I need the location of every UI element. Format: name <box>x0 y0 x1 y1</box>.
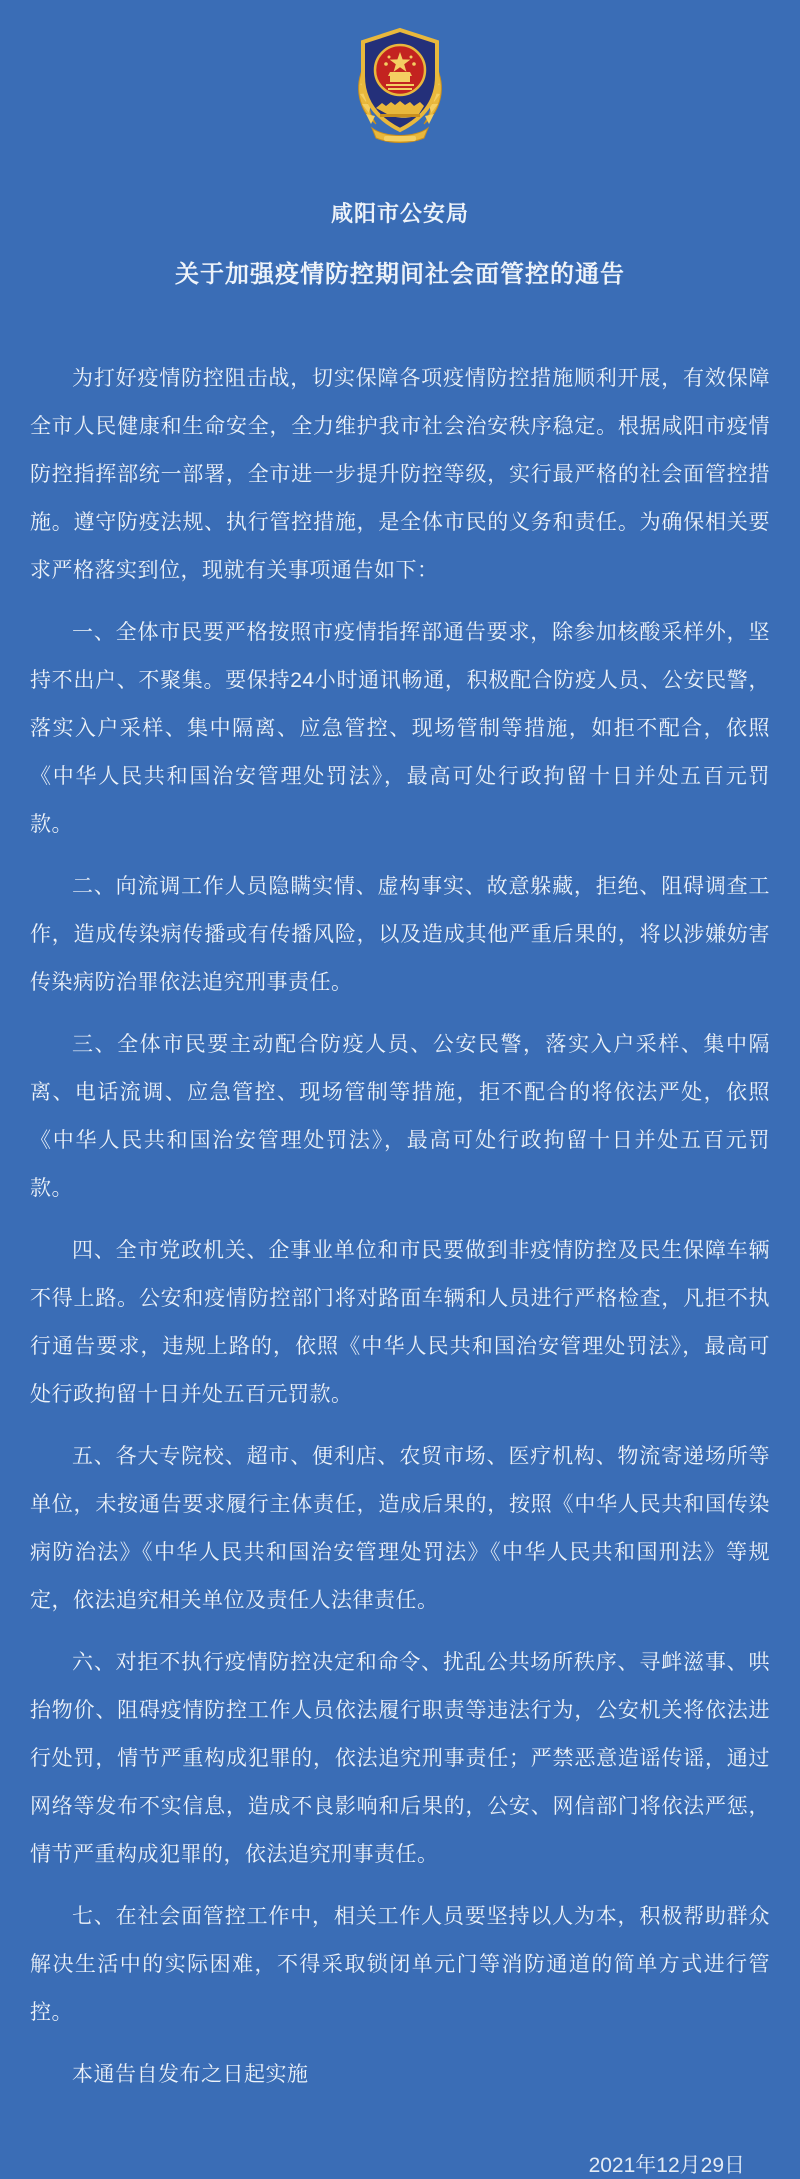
police-badge-icon <box>350 24 450 149</box>
org-title: 咸阳市公安局 <box>330 201 469 226</box>
paragraph-item-3: 三、全体市民要主动配合防疫人员、公安民警，落实入户采样、集中隔离、电话流调、应急管控、现场管制等措施，拒不配合的将依法严处，依照《中华人民共和国治安管理处罚法》，最高可处行政拘留十日并处五百元罚款。 <box>30 1033 770 1200</box>
badge-container <box>0 24 800 149</box>
paragraph-item-4: 四、全市党政机关、企事业单位和市民要做到非疫情防控及民生保障车辆不得上路。公安和疫情防控部门将对路面车辆和人员进行严格检查，凡拒不执行通告要求，违规上路的，依照《中华人民共和国治安管理处罚法》，最高可处行政拘留十日并处五百元罚款。 <box>30 1239 770 1406</box>
notice-date: 2021年12月29日 <box>588 2154 745 2177</box>
paragraph-effective: 本通告自发布之日起实施 <box>72 2063 309 2086</box>
notice-title: 关于加强疫情防控期间社会面管控的通告 <box>175 261 625 288</box>
paragraph-intro: 为打好疫情防控阻击战，切实保障各项疫情防控措施顺利开展，有效保障全市人民健康和生命安全，全力维护我市社会治安秩序稳定。根据咸阳市疫情防控指挥部统一部署，全市进一步提升防控等级，实行最严格的社会面管控措施。遵守防疫法规、执行管控措施，是全体市民的义务和责任。为确保相关要求严格落实到位，现就有关事项通告如下： <box>30 367 770 582</box>
paragraph-item-7: 七、在社会面管控工作中，相关工作人员要坚持以人为本，积极帮助群众解决生活中的实际困难，不得采取锁闭单元门等消防通道的简单方式进行管控。 <box>30 1905 770 2024</box>
paragraph-item-5: 五、各大专院校、超市、便利店、农贸市场、医疗机构、物流寄递场所等单位，未按通告要求履行主体责任，造成后果的，按照《中华人民共和国传染病防治法》《中华人民共和国治安管理处罚法》《中华人民共和国刑法》等规定，依法追究相关单位及责任人法律责任。 <box>30 1445 770 1612</box>
paragraph-item-1: 一、全体市民要严格按照市疫情指挥部通告要求，除参加核酸采样外，坚持不出户、不聚集。要保持24小时通讯畅通，积极配合防疫人员、公安民警，落实入户采样、集中隔离、应急管控、现场管制等措施，如拒不配合，依照《中华人民共和国治安管理处罚法》，最高可处行政拘留十日并处五百元罚款。 <box>30 621 770 836</box>
paragraph-item-2: 二、向流调工作人员隐瞒实情、虚构事实、故意躲藏，拒绝、阻碍调查工作，造成传染病传播或有传播风险，以及造成其他严重后果的，将以涉嫌妨害传染病防治罪依法追究刑事责任。 <box>30 875 770 994</box>
notice-body <box>0 355 800 2113</box>
paragraph-item-6: 六、对拒不执行疫情防控决定和命令、扰乱公共场所秩序、寻衅滋事、哄抬物价、阻碍疫情防控工作人员依法履行职责等违法行为，公安机关将依法进行处罚，情节严重构成犯罪的，依法追究刑事责任；严禁恶意造谣传谣，通过网络等发布不实信息，造成不良影响和后果的，公安、网信部门将依法严惩，情节严重构成犯罪的，依法追究刑事责任。 <box>30 1651 770 1866</box>
